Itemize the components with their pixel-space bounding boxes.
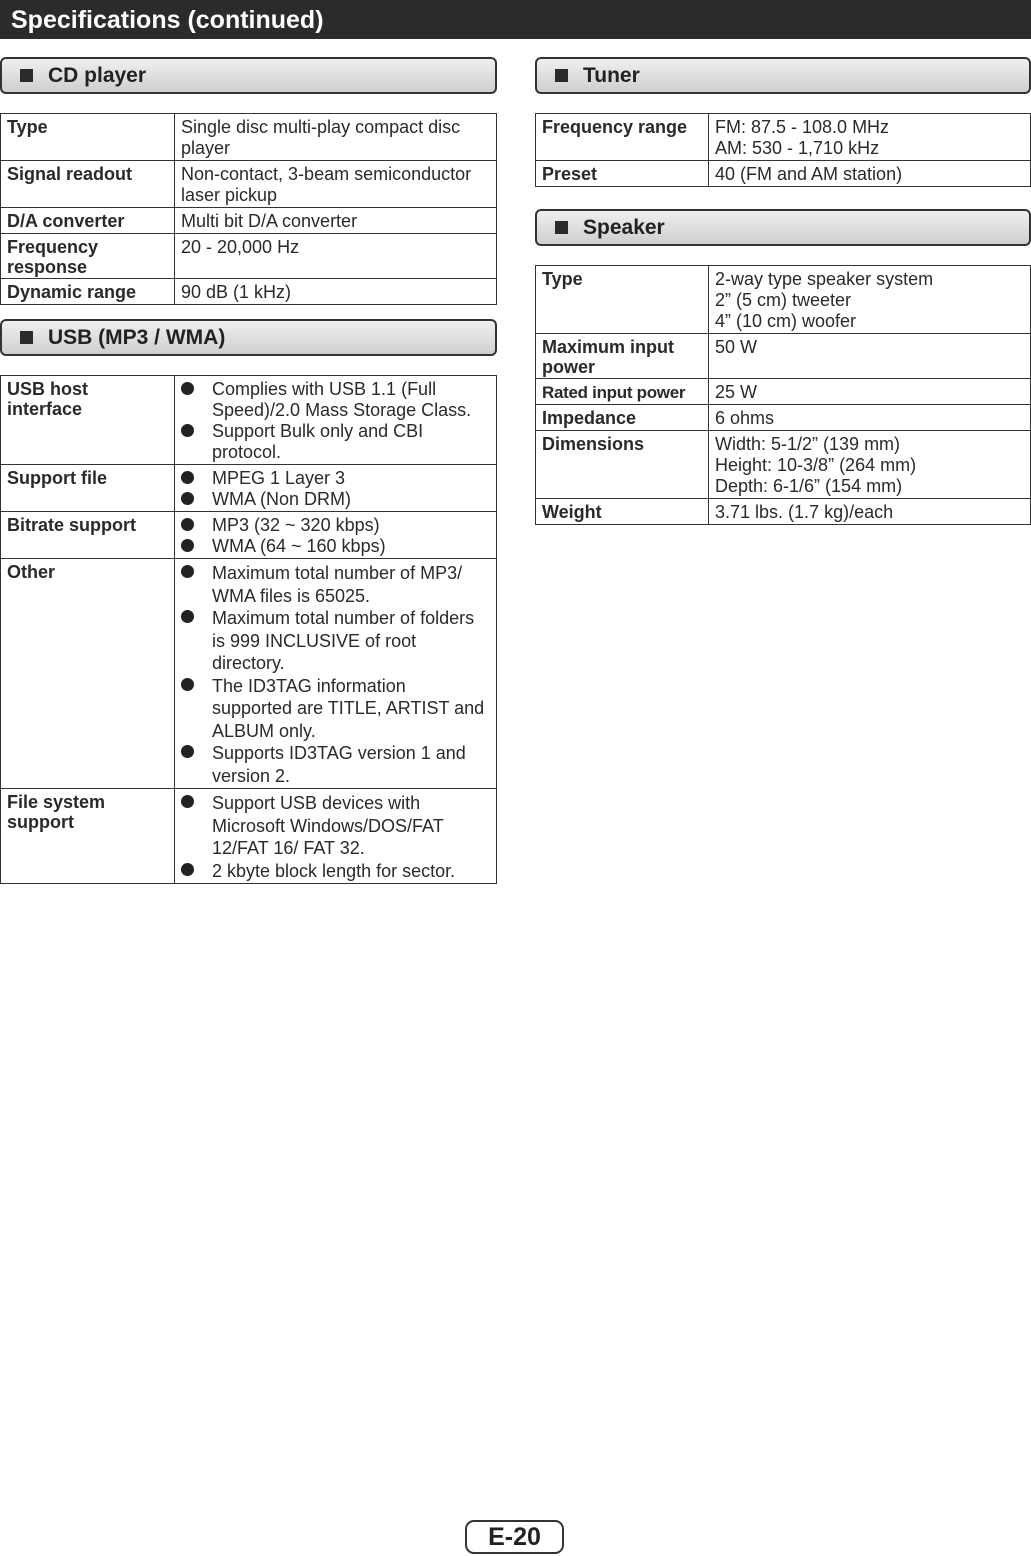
square-bullet-icon bbox=[20, 331, 33, 344]
bullet-text: Support USB devices with Microsoft Windows/DOS/FAT 12/FAT 16/ FAT 32. bbox=[212, 793, 444, 858]
value-line: 2” (5 cm) tweeter bbox=[715, 290, 852, 310]
section-header-usb bbox=[0, 319, 497, 356]
table-row bbox=[536, 161, 1031, 187]
table-row bbox=[1, 208, 497, 234]
value-line: 6 ohms bbox=[715, 408, 775, 428]
right-column bbox=[535, 57, 1031, 525]
spec-value bbox=[709, 431, 1031, 499]
spec-label: USB host interface bbox=[1, 376, 175, 465]
bullet-item bbox=[181, 675, 488, 743]
spec-label: Impedance bbox=[536, 405, 709, 431]
spec-label: Signal readout bbox=[1, 161, 175, 208]
bullet-icon bbox=[181, 382, 194, 395]
bullet-item bbox=[181, 515, 488, 536]
bullet-text: MPEG 1 Layer 3 bbox=[212, 468, 346, 488]
spec-value bbox=[709, 499, 1031, 525]
bullet-icon bbox=[181, 518, 194, 531]
table-row bbox=[1, 465, 497, 512]
spec-label: Type bbox=[536, 266, 709, 334]
bullet-icon bbox=[181, 424, 194, 437]
table-row bbox=[536, 379, 1031, 405]
section-header-tuner bbox=[535, 57, 1031, 94]
table-row bbox=[1, 161, 497, 208]
table-row bbox=[1, 512, 497, 559]
bullet-icon bbox=[181, 539, 194, 552]
spec-value: 20 - 20,000 Hz bbox=[175, 234, 497, 279]
table-row bbox=[536, 114, 1031, 161]
bullet-text: WMA (64 ~ 160 kbps) bbox=[212, 536, 386, 556]
bullet-item bbox=[181, 860, 488, 883]
bullet-text: Supports ID3TAG version 1 and version 2. bbox=[212, 743, 466, 786]
spec-value bbox=[709, 266, 1031, 334]
value-line: 50 W bbox=[715, 337, 758, 357]
value-line: AM: 530 - 1,710 kHz bbox=[715, 138, 880, 158]
bullet-text: Maximum total number of folders is 999 INCLUSIVE of root directory. bbox=[212, 608, 475, 673]
section-title: Speaker bbox=[583, 215, 665, 239]
table-row bbox=[536, 405, 1031, 431]
spec-value: Multi bit D/A converter bbox=[175, 208, 497, 234]
spec-value bbox=[709, 161, 1031, 187]
value-line: 3.71 lbs. (1.7 kg)/each bbox=[715, 502, 894, 522]
bullet-item bbox=[181, 607, 488, 675]
table-row bbox=[1, 559, 497, 789]
bullet-icon bbox=[181, 565, 194, 578]
bullet-icon bbox=[181, 678, 194, 691]
spec-label: Rated input power bbox=[536, 379, 709, 405]
table-row bbox=[536, 334, 1031, 379]
table-row bbox=[1, 279, 497, 305]
spec-label: D/A converter bbox=[1, 208, 175, 234]
value-line: Height: 10-3/8” (264 mm) bbox=[715, 455, 917, 475]
square-bullet-icon bbox=[20, 69, 33, 82]
spec-label: Support file bbox=[1, 465, 175, 512]
tuner-table bbox=[535, 113, 1031, 187]
spec-label: Preset bbox=[536, 161, 709, 187]
bullet-item bbox=[181, 792, 488, 860]
section-title: USB (MP3 / WMA) bbox=[48, 325, 226, 349]
usb-table bbox=[0, 375, 497, 884]
spec-value bbox=[709, 379, 1031, 405]
spec-value bbox=[709, 334, 1031, 379]
spec-value bbox=[709, 405, 1031, 431]
bullet-text: The ID3TAG information supported are TITLE, ARTIST and ALBUM only. bbox=[212, 675, 485, 741]
bullet-icon bbox=[181, 795, 194, 808]
bullet-text: Support Bulk only and CBI protocol. bbox=[212, 421, 424, 462]
spec-label: Dynamic range bbox=[1, 279, 175, 305]
spec-label: Maximum input power bbox=[536, 334, 709, 379]
bullet-text: Complies with USB 1.1 (Full Speed)/2.0 Mass Storage Class. bbox=[212, 379, 472, 420]
bullet-item bbox=[181, 421, 488, 463]
left-column bbox=[0, 57, 497, 884]
spec-value bbox=[175, 789, 497, 884]
table-row bbox=[1, 376, 497, 465]
value-line: 40 (FM and AM station) bbox=[715, 164, 903, 184]
bullet-item bbox=[181, 379, 488, 421]
value-line: 2-way type speaker system bbox=[715, 269, 934, 289]
spec-value: Single disc multi-play compact disc player bbox=[175, 114, 497, 161]
speaker-table bbox=[535, 265, 1031, 525]
section-header-cd-player bbox=[0, 57, 497, 94]
square-bullet-icon bbox=[555, 69, 568, 82]
spec-value bbox=[175, 559, 497, 789]
spec-label: Weight bbox=[536, 499, 709, 525]
page-title: Specifications (continued) bbox=[0, 0, 1031, 39]
value-line: 4” (10 cm) woofer bbox=[715, 311, 857, 331]
section-title: Tuner bbox=[583, 63, 640, 87]
bullet-text: WMA (Non DRM) bbox=[212, 489, 351, 509]
bullet-icon bbox=[181, 471, 194, 484]
spec-value: Non-contact, 3-beam semiconductor laser pickup bbox=[175, 161, 497, 208]
bullet-icon bbox=[181, 863, 194, 876]
value-line: Width: 5-1/2” (139 mm) bbox=[715, 434, 901, 454]
table-row bbox=[536, 431, 1031, 499]
value-line: FM: 87.5 - 108.0 MHz bbox=[715, 117, 890, 137]
section-header-speaker bbox=[535, 209, 1031, 246]
bullet-text: Maximum total number of MP3/ WMA files is 65025. bbox=[212, 563, 463, 606]
bullet-item bbox=[181, 742, 488, 787]
spec-label: Dimensions bbox=[536, 431, 709, 499]
bullet-icon bbox=[181, 492, 194, 505]
bullet-text: 2 kbyte block length for sector. bbox=[212, 860, 456, 881]
spec-label: Bitrate support bbox=[1, 512, 175, 559]
section-title: CD player bbox=[48, 63, 147, 87]
spec-label: File system support bbox=[1, 789, 175, 884]
bullet-text: MP3 (32 ~ 320 kbps) bbox=[212, 515, 380, 535]
page-number: E-20 bbox=[465, 1520, 564, 1554]
bullet-item bbox=[181, 489, 488, 510]
table-row bbox=[1, 234, 497, 279]
table-row bbox=[1, 789, 497, 884]
bullet-item bbox=[181, 536, 488, 557]
spec-value bbox=[175, 512, 497, 559]
bullet-item bbox=[181, 562, 488, 607]
table-row bbox=[1, 114, 497, 161]
spec-label: Frequency range bbox=[536, 114, 709, 161]
spec-value bbox=[175, 465, 497, 512]
spec-value: 90 dB (1 kHz) bbox=[175, 279, 497, 305]
spec-label: Frequency response bbox=[1, 234, 175, 279]
value-line: Depth: 6-1/6” (154 mm) bbox=[715, 476, 903, 496]
value-line: 25 W bbox=[715, 382, 758, 402]
spec-label: Other bbox=[1, 559, 175, 789]
table-row bbox=[536, 499, 1031, 525]
bullet-item bbox=[181, 468, 488, 489]
spec-value bbox=[709, 114, 1031, 161]
square-bullet-icon bbox=[555, 221, 568, 234]
bullet-icon bbox=[181, 610, 194, 623]
cd-player-table bbox=[0, 113, 497, 305]
spec-value bbox=[175, 376, 497, 465]
bullet-icon bbox=[181, 745, 194, 758]
spec-label: Type bbox=[1, 114, 175, 161]
table-row bbox=[536, 266, 1031, 334]
